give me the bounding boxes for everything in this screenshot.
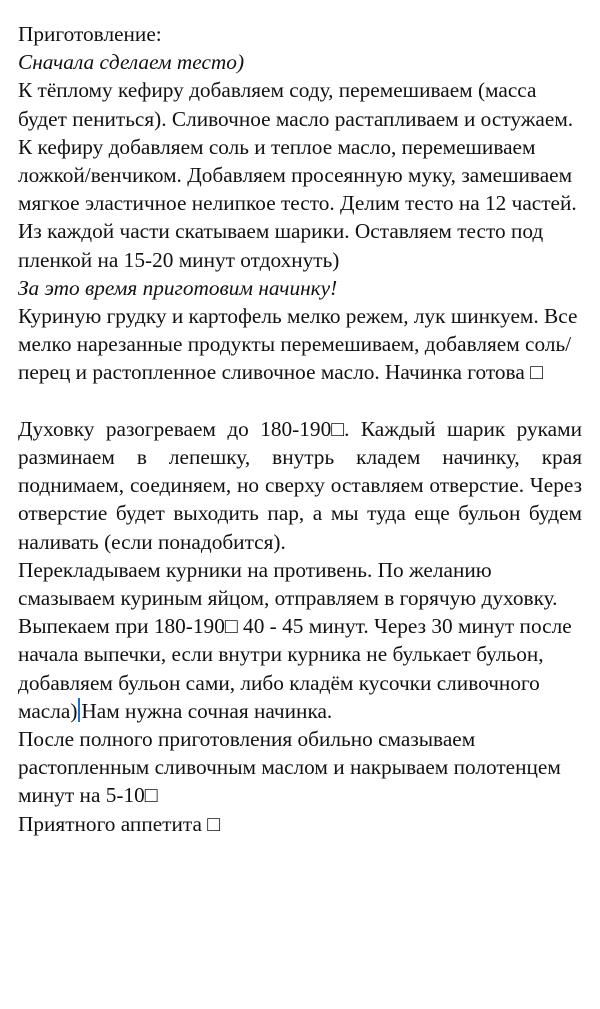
filling-intro: За это время приготовим начинку! [18, 275, 338, 300]
filling-paragraph [18, 302, 582, 387]
oven-paragraph: Духовку разогреваем до 180-190□. Каждый шарик руками разминаем в лепешку, внутрь кладем начинку, края поднимаем, соединяем, но сверху оставляем отверстие. Через отверстие будет выходить пар, а мы туда еще бульон будем наливать (если понадобится). [18, 416, 582, 554]
missing-glyph-box-icon: □ [224, 614, 238, 639]
final-text: После полного приготовления обильно смазываем растопленным сливочным маслом и накрываем полотенцем минут на 5-10 [18, 727, 561, 808]
text-cursor [78, 698, 80, 722]
missing-glyph-box-icon: □ [144, 783, 158, 808]
document-body[interactable] [18, 20, 582, 838]
closing-line [18, 810, 582, 838]
blank-line [18, 387, 582, 415]
dough-intro: Сначала сделаем тесто) [18, 50, 245, 75]
missing-glyph-box-icon: □ [207, 811, 221, 836]
closing-text: Приятного аппетита [18, 811, 202, 836]
bake-paragraph: Перекладываем курники на противень. По желанию смазываем куриным яйцом, отправляем в горячую духовку. Выпекаем при 180-190□ 40 - 45 минут. Через 30 минут после начала выпечки, если внутри курника не булькает бульон, добавляем бульон сами, либо кладём кусочки сливочного масла) Нам нужна сочная начинка. [18, 557, 572, 723]
dough-paragraph: К тёплому кефиру добавляем соду, перемешиваем (масса будет пениться). Сливочное масло растапливаем и остужаем. К кефиру добавляем соль и теплое масло, перемешиваем ложкой/венчиком. Добавляем просеянную муку, замешиваем мягкое эластичное нелипкое тесто. Делим тесто на 12 частей. Из каждой части скатываем шарики. Оставляем тесто под пленкой на 15-20 минут отдохнуть) [18, 78, 577, 272]
filling-text: Куриную грудку и картофель мелко режем, лук шинкуем. Все мелко нарезанные продукты перемешиваем, добавляем соль/перец и растопленное сливочное масло. Начинка готова [18, 304, 578, 385]
final-paragraph [18, 725, 582, 810]
heading-preparation: Приготовление: [18, 22, 162, 46]
missing-glyph-box-icon: □ [331, 416, 345, 441]
missing-glyph-box-icon: □ [530, 360, 543, 385]
